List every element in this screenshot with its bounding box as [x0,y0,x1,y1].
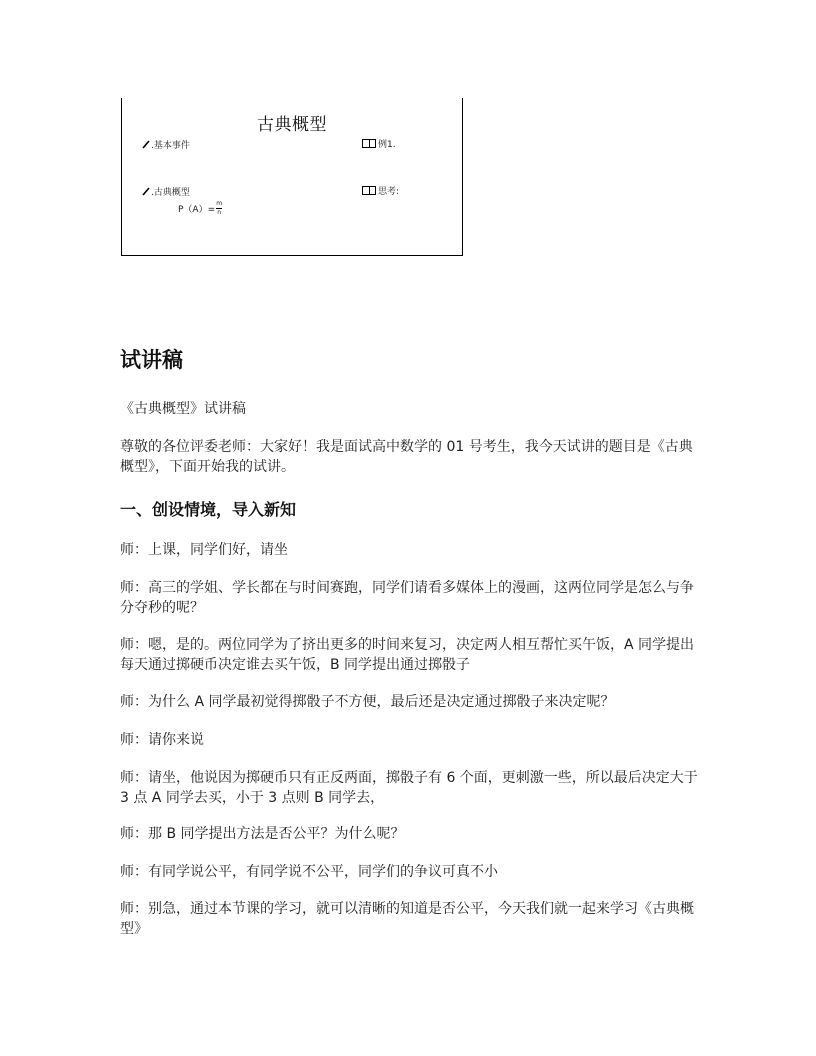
page-title: 试讲稿 [120,348,183,372]
formula-lhs: P（A）= [178,205,216,215]
probability-formula [178,201,222,216]
board-item-label: 例1. [378,140,396,150]
section-heading: 一、创设情境，导入新知 [120,500,297,519]
board-item-label: .基本事件 [151,141,190,151]
dialogue-paragraph: 师：请你来说 [120,732,204,748]
dialogue-paragraph: 师：为什么 A 同学最初觉得掷骰子不方便，最后还是决定通过掷骰子来决定呢？ [120,694,615,710]
intro-paragraph: 尊敬的各位评委老师：大家好！我是面试高中数学的 01 号考生，我今天试讲的题目是《古典概型》，下面开始我的试讲。 [120,439,693,475]
doc-subtitle: 《古典概型》试讲稿 [120,401,246,417]
board-item-example [362,137,396,150]
book-icon [362,139,376,148]
pencil-icon [142,140,150,149]
dialogue-paragraph: 师：那 B 同学提出方法是否公平？为什么呢？ [120,826,405,842]
book-icon [362,186,376,195]
dialogue-paragraph: 师：上课，同学们好，请坐 [120,542,288,558]
board-item-label: .古典概型 [151,188,190,198]
dialogue-paragraph: 师：高三的学姐、学长都在与时间赛跑，同学们请看多媒体上的漫画，这两位同学是怎么与争分夺秒的呢？ [120,580,694,616]
board-item-classical-model [142,185,190,198]
blackboard-design [121,98,463,256]
formula-denominator: n [217,209,222,216]
board-item-think [362,184,399,197]
dialogue-paragraph: 师：请坐，他说因为掷硬币只有正反两面，掷骰子有 6 个面，更刺激一些，所以最后决定大于 3 点 A 同学去买，小于 3 点则 B 同学去， [120,770,698,806]
dialogue-paragraph: 师：有同学说公平，有同学说不公平，同学们的争议可真不小 [120,864,498,880]
formula-fraction [216,201,222,216]
board-title: 古典概型 [257,115,327,135]
pencil-icon [142,187,150,196]
dialogue-paragraph: 师：嗯，是的。两位同学为了挤出更多的时间来复习，决定两人相互帮忙买午饭，A 同学提出每天通过掷硬币决定谁去买午饭，B 同学提出通过掷骰子 [120,637,695,673]
board-item-basic-event [142,138,190,151]
dialogue-paragraph: 师：别急，通过本节课的学习，就可以清晰的知道是否公平，今天我们就一起来学习《古典概型》 [120,901,694,937]
board-item-label: 思考: [378,187,400,197]
formula-numerator: m [216,200,223,207]
